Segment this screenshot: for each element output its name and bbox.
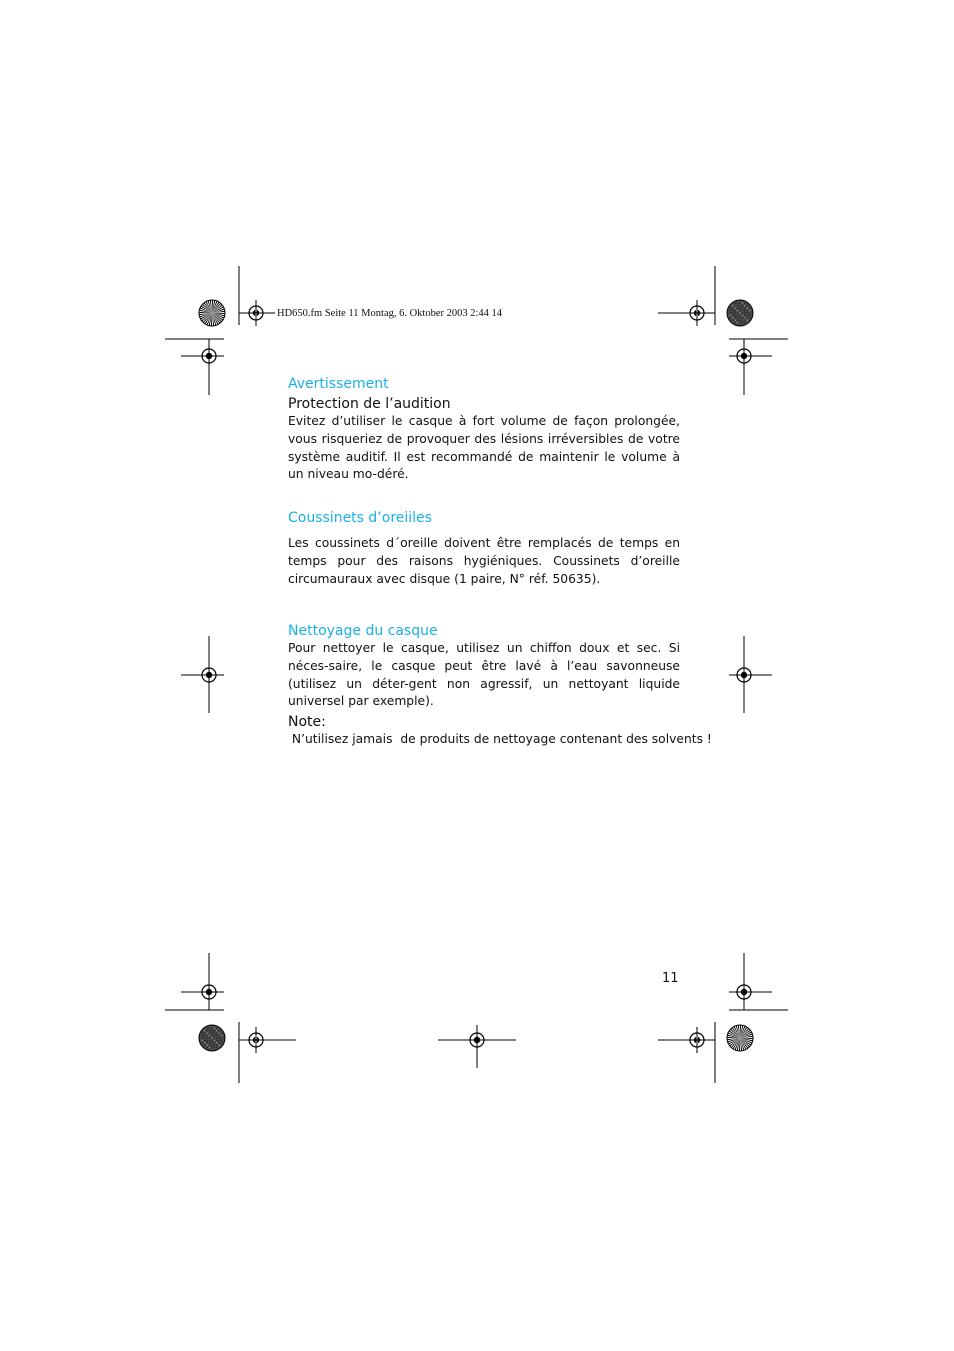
earpads-paragraph: Les coussinets d´oreille doivent être remplacés de temps en temps pour des raisons hygiéniques. Coussinets d’oreille circumauraux avec disque (1 paire, N° réf. 50635). (288, 536, 680, 586)
star-target-icon (199, 300, 225, 326)
earpads-heading: Coussinets d’oreiiles (288, 510, 432, 526)
section-cleaning (288, 623, 712, 749)
halftone-target-icon (199, 1025, 225, 1051)
note-label: Note: (288, 714, 326, 731)
cleaning-paragraph: Pour nettoyer le casque, utilisez un chiffon doux et sec. Si néces-saire, le casque peut être lavé à l’eau savonneuse (utilisez un déter-gent non agressif, un nettoyant liquide universel par exemple). (288, 641, 680, 709)
section-warning (288, 376, 680, 484)
note-paragraph: N’utilisez jamais de produits de nettoyage contenant des solvents ! (288, 732, 712, 747)
section-earpads (288, 510, 680, 588)
cleaning-heading: Nettoyage du casque (288, 623, 438, 639)
warning-heading: Avertissement (288, 376, 389, 392)
print-header-info: HD650.fm Seite 11 Montag, 6. Oktober 2003 2:44 14 (277, 308, 503, 319)
warning-paragraph: Evitez d’utiliser le casque à fort volume de façon prolongée, vous risqueriez de provoquer des lésions irréversibles de votre système auditif. Il est recommandé de maintenir le volume à un niveau mo-déré. (288, 414, 680, 482)
hearing-protection-heading: Protection de l’audition (288, 396, 451, 412)
star-target-icon (727, 1025, 753, 1051)
page-number: 11 (662, 971, 679, 986)
halftone-target-icon (727, 300, 753, 326)
